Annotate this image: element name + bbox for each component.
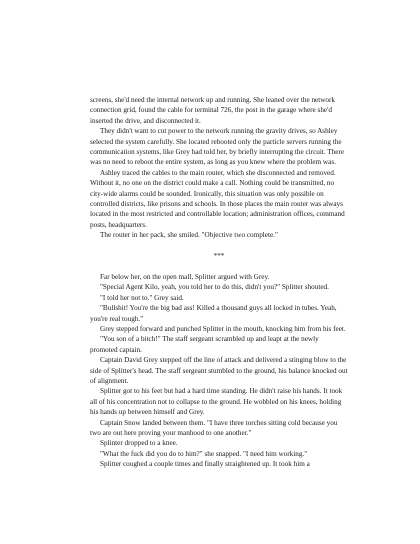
paragraph: screens, she'd need the internal network up and running. She leaned over the network connection grid, found the cable for terminal 726, the post in the garage where she'd inserted the drive, and disconnected it. [90,96,335,125]
paragraph: "What the fuck did you do to him?" she snapped. "I need him working." [100,449,308,458]
paragraph: Grey stepped forward and punched Splitter in the mouth, knocking him from his feet. [100,324,346,333]
scene-break: *** [213,252,225,261]
paragraph: Captain David Grey stepped off the line of attack and delivered a stinging blow to the side of Splitter's head. The staff sergeant stumbled to the ground, his balance knocked out of alignment. [90,356,348,385]
paragraph: Far below her, on the open mall, Splitter argued with Grey. [100,272,270,281]
paragraph: "I told her not to." Grey said. [100,293,184,302]
paragraph: "Bullshit! You're the big bad ass! Killed a thousand guys all locked in tubes. Yeah, you're real tough." [90,304,337,323]
paragraph: Captain Snow landed between them. "I have three torches sitting cold because you two are out here proving your manhood to one another." [90,418,338,437]
paragraph: Splitter coughed a couple times and finally straightened up. It took him a [100,460,310,469]
paragraph: Splitter got to his feet but had a hard time standing. He didn't raise his hands. It took all of his concentration not to collapse to the ground. He wobbled on his knees, holding his hands up between himself and Grey. [90,387,343,417]
paragraph: The router in her pack, she smiled. "Objective two complete." [100,231,278,240]
paragraph: Splinter dropped to a knee. [100,439,178,448]
body-text [90,95,348,470]
paragraph: "You son of a bitch!" The staff sergeant scrambled up and leapt at the newly promoted captain. [90,335,319,354]
paragraph: "Special Agent Kilo, yeah, you told her to do this, didn't you?" Splitter shouted. [100,283,329,292]
paragraph: Ashley traced the cables to the main router, which she disconnected and removed. Without it, no one on the district could make a call. Nothing could be transmitted, no city-wide alarms could be sounded. Ironically, this situation was only possible on controlled districts, like prisons and schools. In those places the main router was always located in the most restricted and controllable location; administration offices, command posts, headquarters. [90,168,345,229]
paragraph: They didn't want to cut power to the network running the gravity drives, so Ashley selected the system carefully. She located rebooted only the particle servers running the communication systems, like Grey had told her, by briefly interrupting the circuit. There was no need to reboot the entire system, as long as you knew where the problem was. [90,127,345,167]
